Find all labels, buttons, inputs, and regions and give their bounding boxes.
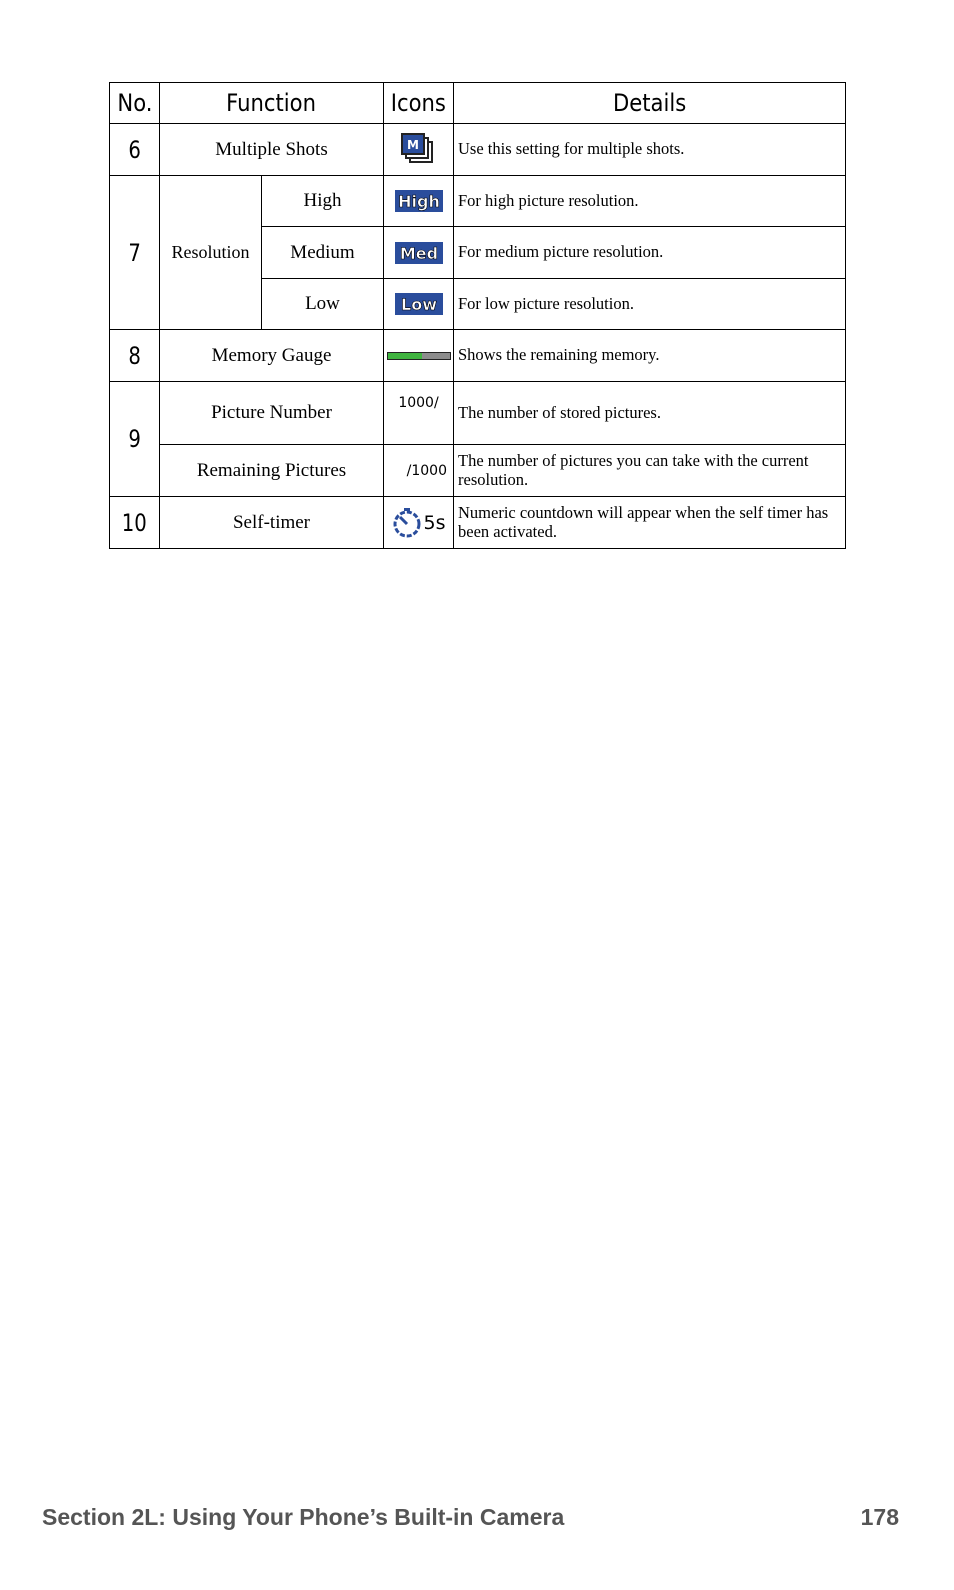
- details-text: Use this setting for multiple shots.: [454, 124, 846, 176]
- camera-icons-table: [109, 82, 846, 549]
- row-number: 6: [110, 124, 160, 176]
- table-row: [110, 330, 846, 382]
- medium-resolution-icon: [384, 227, 454, 279]
- picture-number-text: 1000/: [398, 395, 439, 411]
- header-function: Function: [160, 83, 384, 124]
- table-header-row: [110, 83, 846, 124]
- header-icons: Icons: [384, 83, 454, 124]
- sub-function-label: Medium: [262, 227, 384, 279]
- footer-section-title: Section 2L: Using Your Phone’s Built-in Camera: [42, 1504, 565, 1530]
- header-no: No.: [110, 83, 160, 124]
- details-text: Shows the remaining memory.: [454, 330, 846, 382]
- multiple-shots-icon: [384, 124, 454, 176]
- details-text: The number of pictures you can take with the current resolution.: [454, 445, 846, 497]
- row-number: 8: [110, 330, 160, 382]
- low-resolution-icon: [384, 279, 454, 330]
- picture-number-icon: [384, 382, 454, 445]
- self-timer-icon: [392, 508, 422, 538]
- memory-gauge-icon: [384, 330, 454, 382]
- function-label: Memory Gauge: [160, 330, 384, 382]
- svg-text:Low: Low: [400, 295, 437, 314]
- table-row: [110, 497, 846, 549]
- details-text: For high picture resolution.: [454, 176, 846, 227]
- details-text: For medium picture resolution.: [454, 227, 846, 279]
- high-resolution-icon: [384, 176, 454, 227]
- table-row: [110, 176, 846, 227]
- function-label: Remaining Pictures: [160, 445, 384, 497]
- self-timer-cell: [384, 497, 454, 549]
- table-row: [110, 382, 846, 445]
- function-label: Multiple Shots: [160, 124, 384, 176]
- sub-function-label: High: [262, 176, 384, 227]
- svg-text:M: M: [406, 137, 419, 152]
- svg-text:High: High: [397, 192, 440, 211]
- row-number: 7: [110, 176, 160, 330]
- sub-function-label: Low: [262, 279, 384, 330]
- table-row: [110, 124, 846, 176]
- footer-page-number: 178: [860, 1504, 899, 1530]
- row-number: 10: [110, 497, 160, 549]
- function-label: Self-timer: [160, 497, 384, 549]
- details-text: Numeric countdown will appear when the self timer has been activated.: [454, 497, 846, 549]
- table-row: [110, 445, 846, 497]
- header-details: Details: [454, 83, 846, 124]
- details-text: For low picture resolution.: [454, 279, 846, 330]
- svg-text:Med: Med: [399, 243, 438, 263]
- details-text: The number of stored pictures.: [454, 382, 846, 445]
- row-number: 9: [110, 382, 160, 497]
- function-label: Picture Number: [160, 382, 384, 445]
- remaining-pictures-text: /1000: [406, 462, 447, 479]
- function-label: Resolution: [160, 176, 262, 330]
- self-timer-countdown: 5s: [423, 511, 446, 534]
- remaining-pictures-icon: [384, 445, 454, 497]
